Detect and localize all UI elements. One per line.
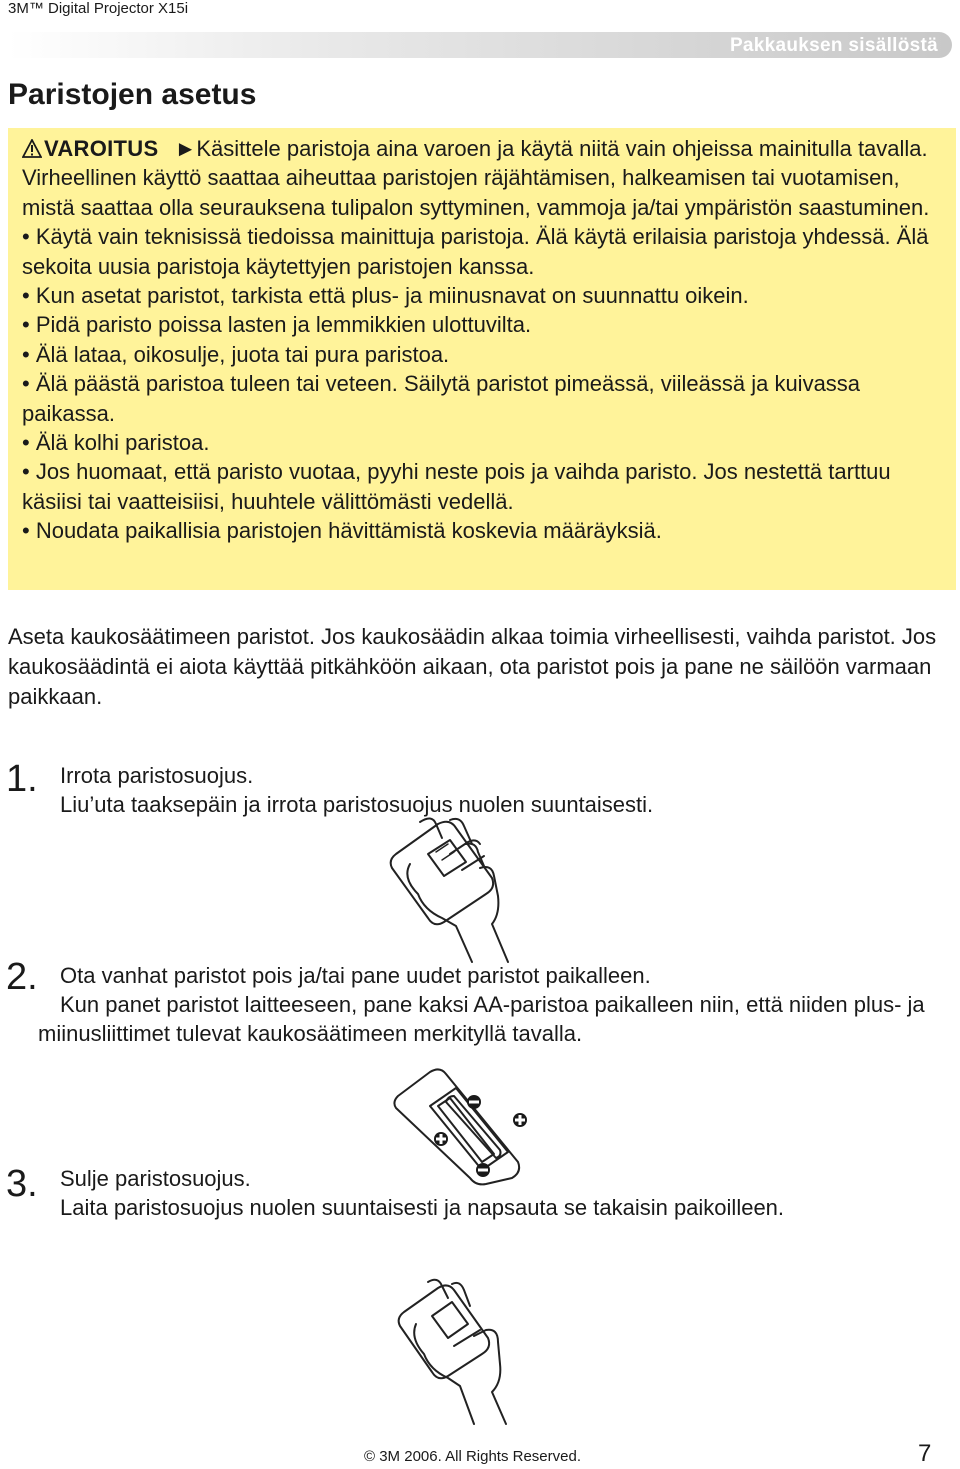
warning-bullet: • Älä kolhi paristoa. — [22, 430, 210, 456]
warning-arrow: ► — [174, 136, 197, 161]
warning-bullet: • Älä päästä paristoa tuleen tai veteen. Säilytä paristot pimeässä, viileässä ja kuivassa paikassa. — [22, 371, 861, 426]
warning-box — [8, 128, 956, 590]
remote-open-cover-illustration — [380, 814, 550, 964]
warning-bullet: • Noudata paikallisia paristojen hävittämistä koskevia määräyksiä. — [22, 518, 662, 544]
section-bar — [8, 32, 952, 58]
step-2-title: Ota vanhat paristot pois ja/tai pane uudet paristot paikalleen. — [60, 963, 651, 988]
step-1-text: Liu’uta taaksepäin ja irrota paristosuojus nuolen suuntaisesti. — [60, 792, 654, 817]
remote-close-cover-illustration — [390, 1276, 530, 1426]
warning-bullet: • Jos huomaat, että paristo vuotaa, pyyhi neste pois ja vaihda paristo. Jos nestettä tarttuu käsiisi tai vaatteisiisi, huuhtele välittömästi vedellä. — [22, 459, 891, 514]
warning-intro — [22, 134, 942, 222]
page-title: Paristojen asetus — [8, 78, 257, 111]
plus-terminal-icon — [434, 1132, 448, 1146]
step-3-title: Sulje paristosuojus. — [60, 1166, 251, 1191]
step-1-title: Irrota paristosuojus. — [60, 763, 254, 788]
warning-bullet: • Käytä vain teknisissä tiedoissa mainittuja paristoja. Älä käytä erilaisia paristoja yhdessä. Älä sekoita uusia paristoja käytettyjen paristojen kanssa. — [22, 224, 929, 279]
warning-bullet: • Kun asetat paristot, tarkista että plus- ja miinusnavat on suunnattu oikein. — [22, 283, 749, 309]
step-1-number: 1. — [6, 758, 38, 800]
intro-paragraph: Aseta kaukosäätimeen paristot. Jos kaukosäädin alkaa toimia virheellisesti, vaihda paristot. Jos kaukosäädintä ei aiota käyttää pitkähköön aikaan, ota paristot pois ja pane ne säilöön varmaan paikkaan. — [8, 624, 937, 709]
warning-label: VAROITUS — [44, 136, 159, 161]
step-3-number: 3. — [6, 1163, 38, 1205]
plus-terminal-icon — [513, 1113, 527, 1127]
step-2-text: Kun panet paristot laitteeseen, pane kaksi AA-paristoa paikalleen niin, että niiden plus- ja miinusliittimet tulevat kaukosäätimeen merkityllä tavalla. — [38, 992, 925, 1046]
product-name: 3M™ Digital Projector X15i — [8, 0, 189, 17]
warning-bullet: • Pidä paristo poissa lasten ja lemmikkien ulottuvilta. — [22, 312, 532, 338]
step-3-text: Laita paristosuojus nuolen suuntaisesti ja napsauta se takaisin paikoilleen. — [60, 1195, 785, 1220]
warning-bullet: • Älä lataa, oikosulje, juota tai pura paristoa. — [22, 341, 450, 367]
warning-heading — [22, 136, 158, 161]
minus-terminal-icon — [467, 1095, 481, 1109]
remote-batteries-illustration — [390, 1066, 540, 1186]
warning-text: Käsittele paristoja aina varoen ja käytä niitä vain ohjeissa mainitulla tavalla. Virheellinen käyttö saattaa aiheuttaa paristojen räjähtämisen, halkeamisen tai vuotamisen, mistä saattaa olla seurauksena tulipalon syttyminen, vammoja ja/tai ympäristön saastuminen. — [22, 136, 930, 220]
section-label: Pakkauksen sisällöstä — [729, 35, 938, 56]
page-number: 7 — [918, 1440, 932, 1467]
footer-copyright: © 3M 2006. All Rights Reserved. — [364, 1448, 581, 1465]
minus-terminal-icon — [476, 1163, 490, 1177]
step-2-number: 2. — [6, 956, 38, 998]
warning-triangle-icon — [22, 139, 42, 158]
